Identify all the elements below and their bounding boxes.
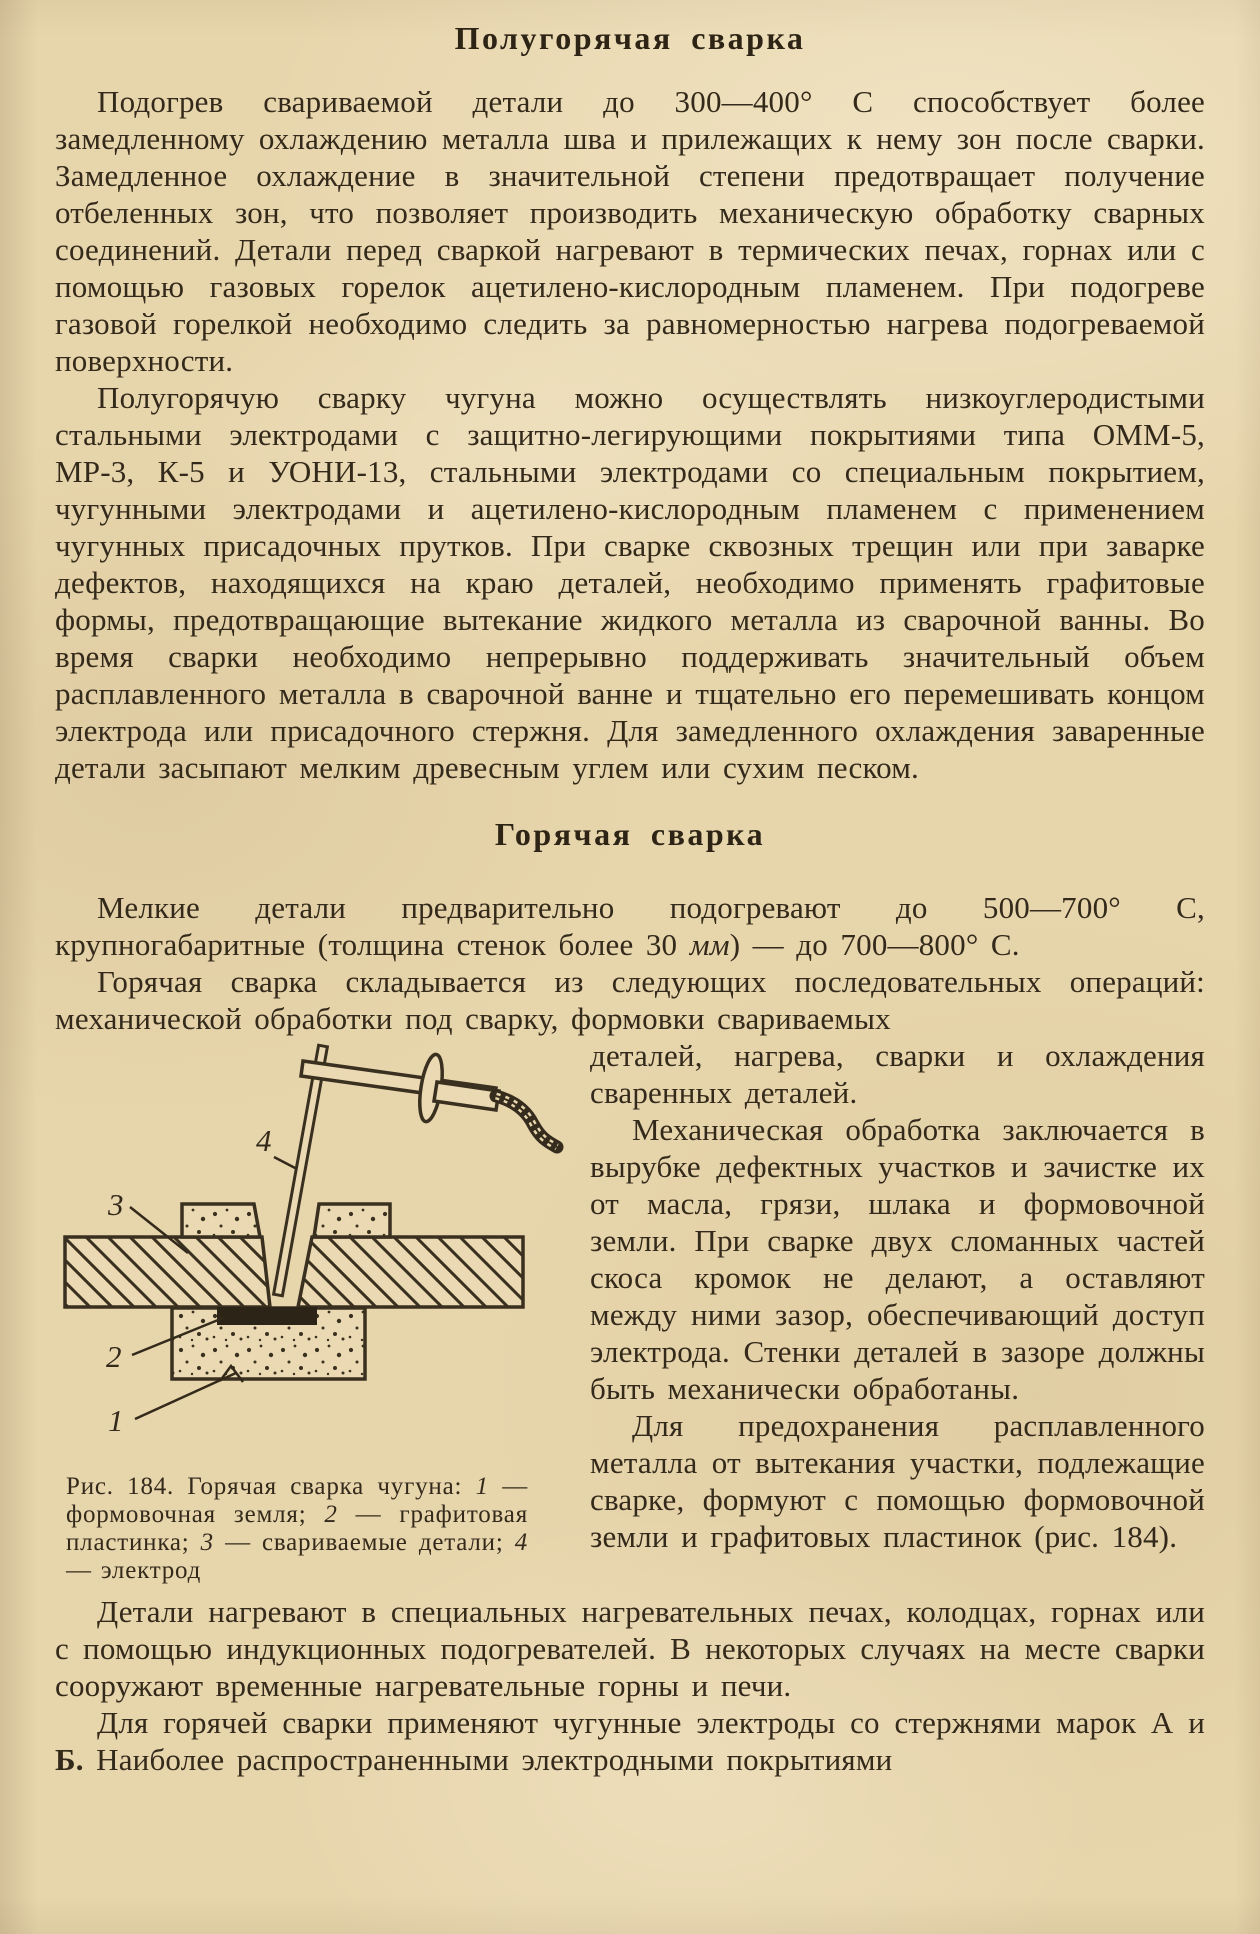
unit-mm-italic: мм [689, 927, 730, 962]
paragraph-preheat: Подогрев свариваемой детали до 300—400° С способствует более замедленному охлаждению металла шва и прилежащих к нему зон после сварки. Замедленное охлаждение в значительной степени предотвращает получение отбеленных зон, что позволяет производить механическую обработку сварных соединений. Детали перед сваркой нагревают в термических печах, горнах или с помощью газовых горелок ацетилено-кислородным пламенем. При подогреве газовой горелкой необходимо следить за равномерностью нагрева подогреваемой поверхности. [55, 84, 1205, 378]
leader-line-4 [274, 1157, 297, 1169]
caption-ref-4: 4 [514, 1529, 528, 1556]
caption-ref-1: 1 [475, 1473, 489, 1500]
figure-label-graphite: 2 [106, 1339, 122, 1374]
welded-plate-left [65, 1237, 270, 1307]
paragraph-heating-furnaces: Детали нагревают в специальных нагревательных печах, колодцах, горнах или с помощью индукционных подогревателей. В некоторых случаях на месте сварки сооружают временные нагревательные горны и печи. [55, 1594, 1205, 1703]
caption-text: — электрод [66, 1557, 202, 1584]
figure-label-electrode: 4 [256, 1123, 272, 1158]
text-run: Для горячей сварки применяют чугунные электроды со стержнями марок А и [97, 1705, 1205, 1740]
sand-block-top-right [314, 1204, 390, 1237]
welding-diagram [40, 1037, 580, 1457]
paragraph-moulding: Для предохранения расплавленного металла от вытекания участки, подлежащие сварке, формуют с помощью формовочной земли и графитовых пластинок (рис. 184). [590, 1408, 1205, 1554]
figure-label-plates: 3 [108, 1187, 124, 1222]
grade-b-bold: Б. [55, 1742, 84, 1777]
graphite-plate [217, 1307, 317, 1325]
text-run: Наиболее распространенными электродными покрытиями [83, 1742, 893, 1777]
section-heading-hot-welding: Горячая сварка [494, 816, 766, 852]
figure-184 [40, 1037, 590, 1585]
paragraph-preheat-temperatures [55, 889, 1205, 963]
caption-ref-2: 2 [324, 1501, 338, 1528]
caption-text: Рис. 184. Горячая сварка чугуна: [66, 1473, 476, 1500]
paragraph-cast-iron-electrodes [55, 1704, 1205, 1778]
welding-cable [496, 1096, 557, 1147]
paragraph-operations-intro: Горячая сварка складывается из следующих последовательных операций: механической обработки под сварку, формовки свариваемых [55, 964, 1205, 1036]
paragraph-electrodes: Полугорячую сварку чугуна можно осуществлять низкоуглеродистыми стальными электродами с защитно-легирующими покрытиями типа ОММ-5, МР-3, К-5 и УОНИ-13, стальными электродами со специальным покрытием, чугунными электродами и ацетилено-кислородным пламенем с применением чугунных присадочных прутков. При сварке сквозных трещин или при заварке дефектов, находящихся на краю деталей, необходимо применять графитовые формы, предотвращающие вытекание жидкого металла из сварочной ванны. Во время сварки необходимо непрерывно поддерживать значительный объем расплавленного металла в сварочной ванне и тщательно его перемешивать концом электрода или присадочного стержня. Для замедленного охлаждения заваренные детали засыпают мелким древесным углем или сухим песком. [55, 380, 1205, 785]
caption-text: — графитовая пластинка; [66, 1501, 528, 1556]
welded-plate-right [298, 1237, 523, 1307]
paragraph-machining: Механическая обработка заключается в вырубке дефектных участков и зачистке их от масла, грязи, шлака и формовочной земли. При сварке двух сломанных частей скоса кромок не делают, а оставляют между ними зазор, обеспечивающий доступ электрода. Стенки деталей в зазоре должны быть механически обработаны. [590, 1112, 1205, 1406]
section-heading-semi-hot-welding: Полугорячая сварка [454, 20, 806, 56]
text-run: ) — до 700—800° С. [729, 927, 1020, 962]
figure-label-sand: 1 [108, 1403, 124, 1438]
caption-ref-3: 3 [200, 1529, 214, 1556]
sand-block-top-left [182, 1204, 260, 1237]
caption-text: — свариваемые детали; [213, 1529, 515, 1556]
text-run: Мелкие детали предварительно подогревают до 500—700° С, крупногабаритные (толщина стенок более 30 [55, 890, 1205, 962]
caption-text: — формовочная земля; [66, 1473, 528, 1528]
page-content [55, 0, 1205, 1778]
paragraph-operations-continued: деталей, нагрева, сварки и охлаждения сваренных деталей. [590, 1038, 1205, 1110]
figure-caption [66, 1473, 528, 1585]
